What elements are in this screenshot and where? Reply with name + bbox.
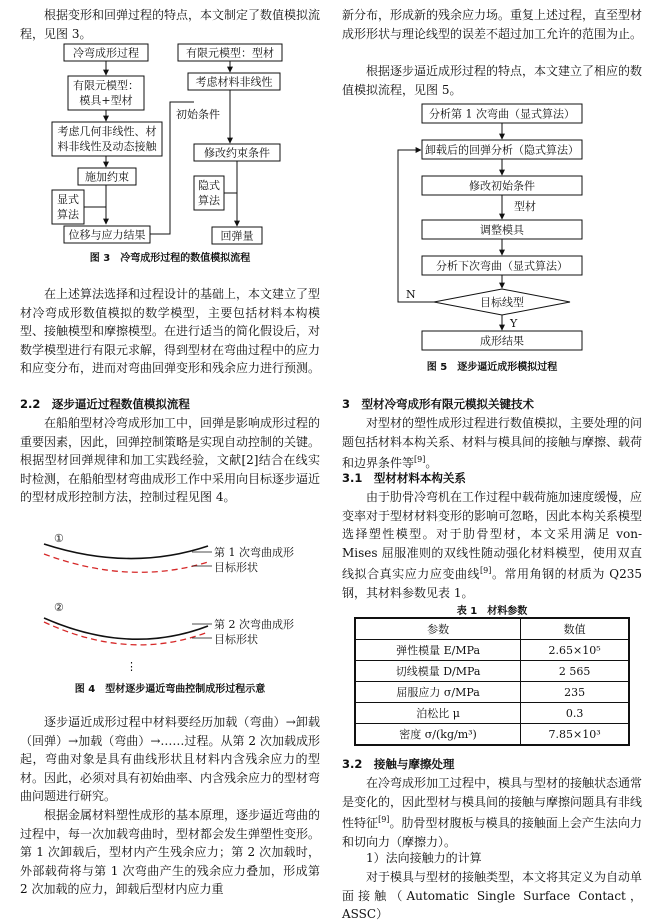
figure-4-bending (20, 528, 320, 678)
table-cell: 235 (521, 682, 629, 703)
box-text: 显式 (57, 193, 79, 206)
figure-5-caption: 图 5 逐步逼近成形模拟过程 (426, 362, 558, 373)
label-second-bend: 第 2 次弯曲成形 (214, 618, 294, 631)
box-text: 施加约束 (85, 170, 129, 184)
paragraph: 在冷弯成形加工过程中，模具与型材的接触状态通常是变化的，因此型材与模具间的接触与摩擦问题具有非线性特征[9]。肋骨型材腹板与模具的接触面上会产生法向力和切向力（摩擦力）。 (342, 776, 643, 849)
paragraph: 根据金属材料塑性成形的基本原理，逐步逼近弯曲的过程中，每一次加载弯曲时，型材都会发生弹塑性变形。第 1 次卸载后，型材内产生残余应力；第 2 次加载时，外部载荷将与第 1 次弯曲产生的残余应力叠加，形成第 2 次加载的应力，卸载后型材内应力重 (20, 808, 321, 897)
bend-curve-2 (44, 618, 208, 639)
table-cell: 7.85×10³ (521, 724, 629, 746)
table-row (355, 640, 629, 661)
box-text: 考虑几何非线性、材 (57, 125, 157, 138)
label-target-2: 目标形状 (214, 633, 258, 646)
box-text: 调整模具 (480, 223, 524, 237)
table-row (355, 661, 629, 682)
figure-4-caption: 图 4 型材逐步逼近弯曲控制成形过程示意 (74, 684, 266, 695)
table-row (355, 682, 629, 703)
step-marker-2: ② (54, 601, 64, 614)
paragraph: 在上述算法选择和过程设计的基础上，本文建立了型材冷弯成形数值模拟的数学模型，主要包括材料本构模型、接触模型和摩擦模型。在进行适当的简化假设后，对数学模型进行有限元求解，得到型材在弯曲过程中的应力和应变分布，进而对弯曲回弹变形和残余应力进行预测。 (20, 287, 321, 376)
label-initial-conditions: 初始条件 (176, 108, 220, 121)
label-profile: 型材 (514, 200, 536, 213)
table-cell: 屈服应力 σ/MPa (355, 682, 521, 703)
box-text: 分析下次弯曲（显式算法） (436, 259, 568, 273)
table-header-cell: 数值 (521, 618, 629, 640)
box-text: 成形结果 (480, 334, 524, 348)
paragraph: 由于肋骨冷弯机在工作过程中载荷施加速度缓慢，应变率对于型材材料变形的影响可忽略，因此本构关系模型选择塑性模型。对于肋骨型材，本文采用满足 von-Mises 屈服准则的双线性随动强化材料模型，使用双直线拟合真实应力应变曲线[9]。常用角钢的材质为 Q235 钢，其材料参数见表 1。 (342, 490, 643, 600)
table-cell: 切线模量 D/MPa (355, 661, 521, 682)
table-cell: 泊松比 μ (355, 703, 521, 724)
paragraph: 新分布，形成新的残余应力场。重复上述过程，直至型材成形形状与理论线型的误差不超过加工允许的范围为止。 (342, 8, 643, 41)
paragraph: 对型材的塑性成形过程进行数值模拟，主要处理的问题包括材料本构关系、材料与模具间的接触与摩擦、载荷和边界条件等[9]。 (342, 416, 643, 471)
target-curve-1 (44, 554, 208, 572)
box-text: 料非线性及动态接触 (57, 140, 157, 153)
table-header-row (355, 618, 629, 640)
label-target-1: 目标形状 (214, 561, 258, 574)
citation: [9] (414, 455, 426, 465)
table-row (355, 703, 629, 724)
box-text: 修改约束条件 (204, 146, 270, 160)
paragraph: 在船舶型材冷弯成形加工中，回弹是影响成形过程的重要因素，因此，回弹控制策略是实现自动控制的关键。根据型材回弹规律和加工实践经验，文献[2]结合在线实时检测，在船舶型材弯曲成形工作中采用向目标逐步逼近的型材成形控制方法，控制过程见图 4。 (20, 416, 321, 505)
box-text: 位移与应力结果 (68, 228, 146, 242)
box-text: 回弹量 (220, 229, 254, 243)
box-text: 卸载后的回弹分析（隐式算法） (425, 143, 579, 157)
citation: [9] (378, 815, 390, 825)
table-1-caption: 表 1 材料参数 (456, 606, 528, 617)
citation: [9] (480, 566, 492, 576)
table-cell: 2.65×10⁵ (521, 640, 629, 661)
table-cell: 弹性模量 E/MPa (355, 640, 521, 661)
table-cell: 2 565 (521, 661, 629, 682)
paragraph: 对于模具与型材的接触类型，本文将其定义为自动单面接触（Automatic Single Surface Contact，ASSC） (342, 870, 643, 922)
figure-3-caption: 图 3 冷弯成形过程的数值模拟流程 (89, 253, 251, 264)
label-first-bend: 第 1 次弯曲成形 (214, 546, 294, 559)
box-text: 考虑材料非线性 (195, 75, 273, 89)
box-text: 算法 (57, 208, 79, 221)
ellipsis-dots: ⋮ (126, 660, 137, 673)
step-marker-1: ① (54, 532, 64, 545)
figure-5-flowchart (342, 100, 642, 352)
table-row (355, 724, 629, 746)
section-heading-3: 3 型材冷弯成形有限元模拟关键技术 (342, 397, 534, 411)
box-text: 目标线型 (480, 296, 524, 309)
box-text: 隐式 (198, 179, 220, 192)
table-cell: 0.3 (521, 703, 629, 724)
table-header-cell: 参数 (355, 618, 521, 640)
bend-curve-1 (44, 544, 208, 559)
table-1 (354, 617, 630, 746)
label-no: N (406, 288, 416, 301)
section-heading-3-1: 3.1 型材材料本构关系 (342, 471, 466, 485)
box-text: 冷弯成形过程 (73, 46, 139, 60)
paragraph: 逐步逼近成形过程中材料要经历加载（弯曲）→卸载（回弹）→加载（弯曲）→……过程。从第 2 次加载成形起，弯曲对象是具有曲线形状且材料内含残余应力的型材。因此，必须对具有初始曲率、内含残余应力的型材弯曲问题进行研究。 (20, 715, 321, 804)
box-text: 算法 (198, 194, 220, 207)
list-item-heading: 1）法向接触力的计算 (366, 851, 482, 865)
box-text: 分析第 1 次弯曲（显式算法） (429, 107, 575, 121)
box-text: 修改初始条件 (469, 179, 535, 193)
section-heading-3-2: 3.2 接触与摩擦处理 (342, 757, 455, 771)
box-text: 有限元模型： (73, 79, 139, 92)
paragraph: 根据逐步逼近成形过程的特点，本文建立了相应的数值模拟流程，见图 5。 (342, 64, 643, 97)
table-cell: 密度 σ/(kg/m³) (355, 724, 521, 746)
section-heading-2-2: 2.2 逐步逼近过程数值模拟流程 (20, 397, 190, 411)
box-text: 有限元模型：型材 (186, 46, 274, 60)
box-text: 模具+型材 (79, 94, 133, 107)
paragraph: 根据变形和回弹过程的特点，本文制定了数值模拟流程，见图 3。 (20, 8, 321, 41)
label-yes: Y (510, 317, 518, 330)
figure-3-flowchart (20, 40, 320, 270)
